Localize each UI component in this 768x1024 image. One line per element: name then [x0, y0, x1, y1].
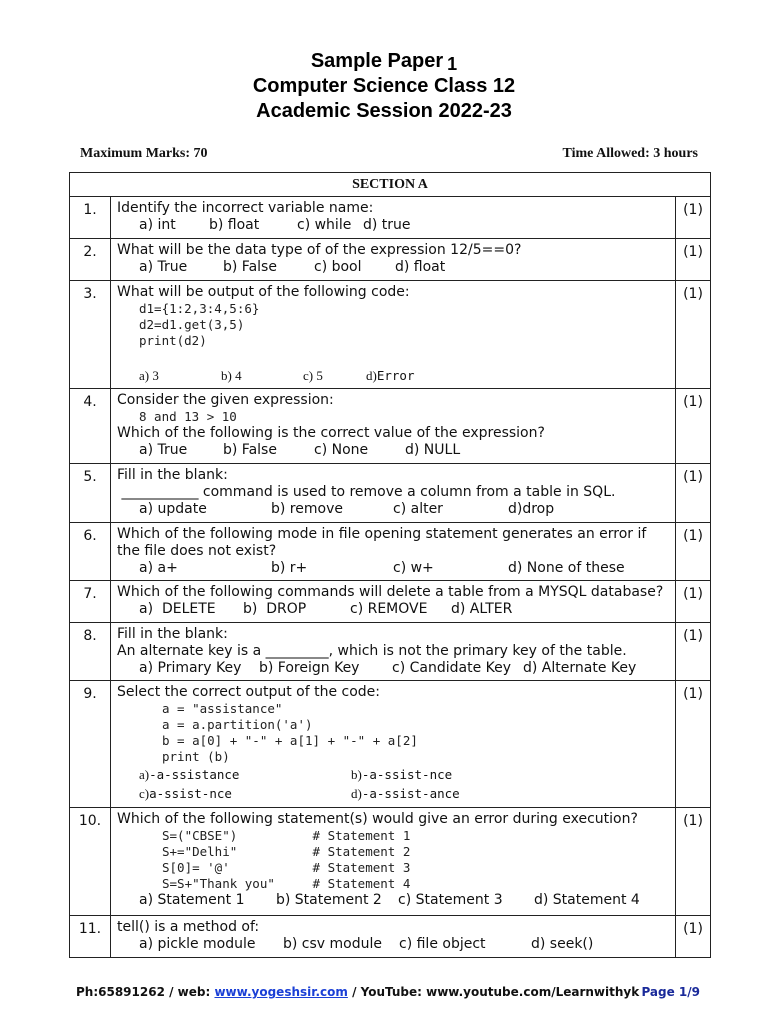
- option: a) int: [139, 217, 176, 233]
- option: c) 5: [303, 368, 323, 383]
- option: a) a+: [139, 560, 178, 576]
- option: b) 4: [221, 368, 242, 383]
- question-row: [70, 389, 711, 464]
- option: c) alter: [393, 501, 443, 517]
- options-row: [117, 936, 669, 953]
- question-text: tell() is a method of:: [117, 919, 260, 935]
- options-row: [117, 892, 669, 909]
- option: a) 3: [139, 368, 159, 383]
- question-number: 2.: [70, 239, 111, 281]
- option: b) Foreign Key: [259, 660, 360, 676]
- question-marks: (1): [676, 681, 711, 808]
- code-line: b = a[0] + "-" + a[1] + "-" + a[2]: [162, 733, 418, 748]
- question-row: [70, 916, 711, 958]
- option: d) ALTER: [451, 601, 513, 617]
- question-row: [70, 239, 711, 281]
- question-text: Identify the incorrect variable name:: [117, 200, 374, 216]
- question-marks: (1): [676, 281, 711, 389]
- footer-phone-web: Ph:65891262 / web:: [76, 985, 215, 999]
- question-body: [111, 681, 676, 808]
- option: a) True: [139, 442, 188, 458]
- question-text: An alternate key is a _________, which is not the primary key of the table.: [117, 643, 627, 659]
- code-line: S+="Delhi" # Statement 2: [162, 844, 411, 859]
- question-text: Select the correct output of the code:: [117, 684, 381, 700]
- code-line: a = "assistance": [162, 701, 283, 716]
- question-number: 6.: [70, 523, 111, 581]
- question-row: [70, 623, 711, 681]
- question-marks: (1): [676, 623, 711, 681]
- options-row: [117, 259, 669, 276]
- options-row: [117, 501, 669, 518]
- option: c) bool: [314, 259, 362, 275]
- code-line: S=("CBSE") # Statement 1: [162, 828, 411, 843]
- option: d) Alternate Key: [523, 660, 637, 676]
- question-text: What will be output of the following code:: [117, 284, 410, 300]
- paper-number: 1: [447, 54, 458, 74]
- question-text: Which of the following statement(s) would give an error during execution?: [117, 811, 638, 827]
- code-line: S=S+"Thank you" # Statement 4: [162, 876, 411, 891]
- question-number: 3.: [70, 281, 111, 389]
- option: d) true: [363, 217, 411, 233]
- question-body: [111, 808, 676, 916]
- option: c) file object: [399, 936, 486, 952]
- option: a) Primary Key: [139, 660, 242, 676]
- question-marks: (1): [676, 464, 711, 523]
- option: c) w+: [393, 560, 434, 576]
- code-line: print(d2): [139, 333, 207, 348]
- question-body: [111, 464, 676, 523]
- question-text: Fill in the blank:: [117, 626, 228, 642]
- option: c) REMOVE: [350, 601, 428, 617]
- question-text: Fill in the blank:: [117, 467, 228, 483]
- options-row: [117, 784, 669, 803]
- option: a) True: [139, 259, 188, 275]
- question-number: 4.: [70, 389, 111, 464]
- option: d)drop: [508, 501, 555, 517]
- options-row: [117, 367, 669, 384]
- question-text: Consider the given expression:: [117, 392, 334, 408]
- option-value: -a-ssistance: [149, 767, 240, 782]
- option: d) float: [395, 259, 446, 275]
- option: a) pickle module: [139, 936, 256, 952]
- question-number: 1.: [70, 197, 111, 239]
- question-table: [69, 172, 711, 958]
- code-line: d1={1:2,3:4,5:6}: [139, 301, 260, 316]
- question-marks: (1): [676, 197, 711, 239]
- question-row: [70, 808, 711, 916]
- question-body: [111, 916, 676, 958]
- options-row: [117, 660, 669, 677]
- option: c) Candidate Key: [392, 660, 512, 676]
- question-row: [70, 681, 711, 808]
- question-marks: (1): [676, 581, 711, 623]
- option: b) Statement 2: [276, 892, 382, 908]
- question-text: Which of the following is the correct value of the expression?: [117, 425, 545, 441]
- option-value: -a-ssist-ance: [361, 786, 460, 801]
- question-number: 5.: [70, 464, 111, 523]
- option: a) Statement 1: [139, 892, 245, 908]
- option: c) while: [297, 217, 352, 233]
- question-row: [70, 523, 711, 581]
- question-body: [111, 389, 676, 464]
- question-row: [70, 464, 711, 523]
- question-marks: (1): [676, 389, 711, 464]
- option-letter: a): [139, 767, 150, 782]
- question-row: [70, 197, 711, 239]
- question-body: [111, 281, 676, 389]
- option: c) None: [314, 442, 369, 458]
- footer-contact: [76, 985, 639, 999]
- option: b) csv module: [283, 936, 382, 952]
- maximum-marks: Maximum Marks: 70: [80, 146, 208, 161]
- option: b) DROP: [243, 601, 307, 617]
- question-body: [111, 239, 676, 281]
- section-header-row: [70, 173, 711, 197]
- footer-youtube: / YouTube: www.youtube.com/Learnwithyk: [347, 985, 640, 999]
- question-number: 8.: [70, 623, 111, 681]
- option: a) update: [139, 501, 207, 517]
- options-row: [117, 442, 669, 459]
- option: d) seek(): [531, 936, 594, 952]
- question-text: What will be the data type of of the expression 12/5==0?: [117, 242, 522, 258]
- options-row: [117, 765, 669, 784]
- code-line: S[0]= '@' # Statement 3: [162, 860, 411, 875]
- option: b) False: [223, 442, 277, 458]
- option-value: a-ssist-nce: [149, 786, 232, 801]
- option: b) False: [223, 259, 277, 275]
- question-marks: (1): [676, 916, 711, 958]
- question-marks: (1): [676, 523, 711, 581]
- question-text: Which of the following commands will delete a table from a MYSQL database?: [117, 584, 664, 600]
- question-row: [70, 281, 711, 389]
- question-body: [111, 197, 676, 239]
- question-number: 11.: [70, 916, 111, 958]
- question-text: ___________ command is used to remove a column from a table in SQL.: [117, 484, 616, 500]
- option-value: Error: [376, 368, 415, 383]
- time-allowed: Time Allowed: 3 hours: [562, 146, 698, 161]
- paper-subject: Computer Science Class 12: [252, 75, 516, 97]
- options-row: [117, 217, 669, 234]
- option: d) None of these: [508, 560, 625, 576]
- question-number: 7.: [70, 581, 111, 623]
- page-number: Page 1/9: [641, 985, 700, 999]
- question-number: 9.: [70, 681, 111, 808]
- question-number: 10.: [70, 808, 111, 916]
- website-link[interactable]: www.yogeshsir.com: [214, 985, 348, 999]
- option: d) Statement 4: [534, 892, 640, 908]
- question-body: [111, 581, 676, 623]
- options-row: [117, 560, 669, 577]
- option: a) DELETE: [139, 601, 216, 617]
- option: b) r+: [271, 560, 308, 576]
- options-row: [117, 601, 669, 618]
- option: d) NULL: [405, 442, 461, 458]
- code-line: 8 and 13 > 10: [139, 409, 237, 424]
- option-letter: b): [351, 767, 362, 782]
- section-heading: SECTION A: [70, 173, 711, 197]
- code-line: print (b): [162, 749, 230, 764]
- paper-title: Sample Paper 1: [310, 50, 458, 74]
- option-value: -a-ssist-nce: [361, 767, 453, 782]
- question-row: [70, 581, 711, 623]
- option: b) float: [209, 217, 260, 233]
- option: c) Statement 3: [398, 892, 503, 908]
- question-marks: (1): [676, 239, 711, 281]
- code-line: d2=d1.get(3,5): [139, 317, 245, 332]
- question-text: Which of the following mode in file opening statement generates an error if the file does not exist?: [117, 526, 647, 559]
- code-line: a = a.partition('a'): [162, 717, 313, 732]
- question-body: [111, 623, 676, 681]
- option-letter: d): [351, 786, 362, 801]
- option: b) remove: [271, 501, 343, 517]
- option: d): [366, 368, 377, 383]
- option-letter: c): [139, 786, 150, 801]
- question-body: [111, 523, 676, 581]
- question-marks: (1): [676, 808, 711, 916]
- paper-session: Academic Session 2022-23: [256, 100, 512, 122]
